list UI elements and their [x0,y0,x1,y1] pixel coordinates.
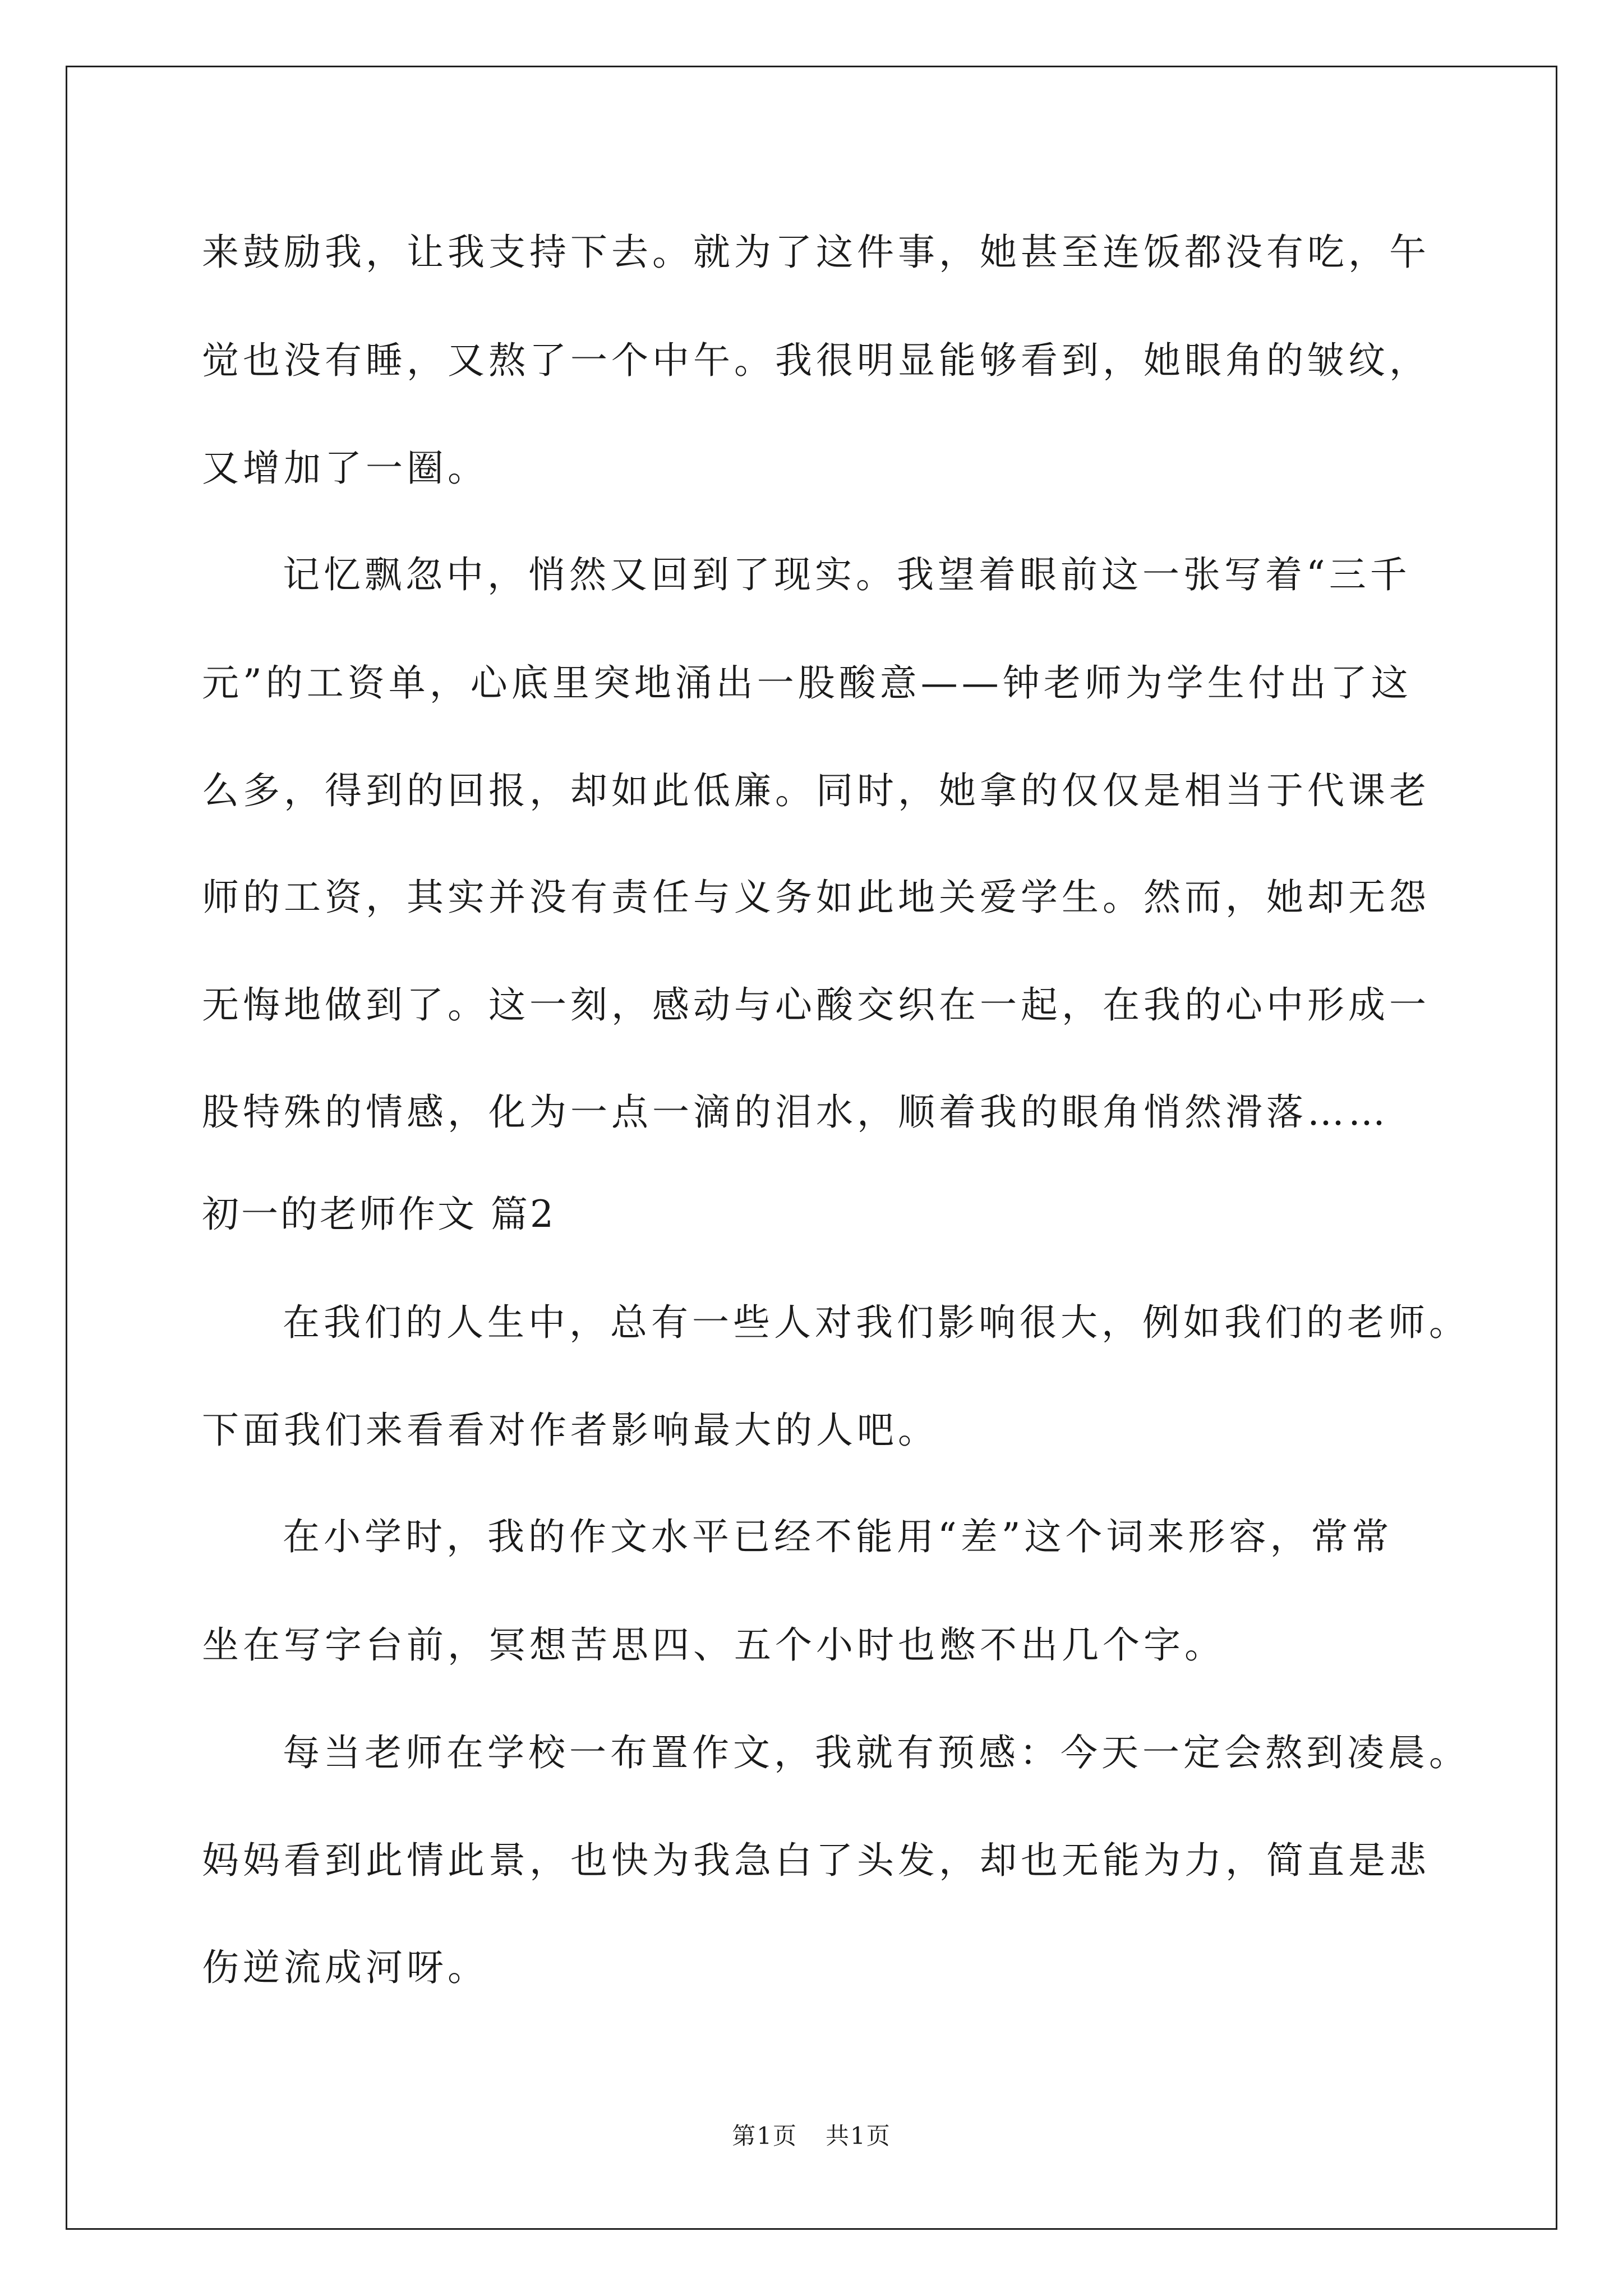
section-heading: 初一的老师作文 篇2 [202,1193,556,1236]
paragraph-first-line: 在我们的人生中，总有一些人对我们影响很大，例如我们的老师。 [283,1301,1470,1344]
text-line: 师的工资，其实并没有责任与义务如此地关爱学生。然而，她却无怨 [202,876,1430,919]
text-line: 元”的工资单，心底里突地涌出一股酸意——钟老师为学生付出了这 [202,661,1412,705]
page-footer [0,2122,1623,2150]
text-line: 坐在写字台前，冥想苦思四、五个小时也憋不出几个字。 [202,1623,1225,1667]
text-line: 又增加了一圈。 [202,447,488,490]
page-number-total: 共1页 [826,2122,891,2150]
text-line: 么多，得到的回报，却如此低廉。同时，她拿的仅仅是相当于代课老 [202,769,1430,812]
paragraph-first-line: 记忆飘忽中，悄然又回到了现实。我望着眼前这一张写着“三千 [283,553,1411,596]
page-border [66,66,1557,2230]
paragraph-first-line: 每当老师在学校一布置作文，我就有预感：今天一定会熬到凌晨。 [283,1731,1470,1774]
page-number-current: 第1页 [732,2122,797,2150]
text-line: 妈妈看到此情此景，也快为我急白了头发，却也无能为力，简直是悲 [202,1839,1430,1882]
text-line: 无悔地做到了。这一刻，感动与心酸交织在一起，在我的心中形成一 [202,983,1430,1027]
paragraph-first-line: 在小学时，我的作文水平已经不能用“差”这个词来形容，常常 [283,1515,1393,1558]
text-line: 觉也没有睡，又熬了一个中午。我很明显能够看到，她眼角的皱纹， [202,339,1430,382]
text-line: 来鼓励我，让我支持下去。就为了这件事，她甚至连饭都没有吃，午 [202,231,1430,274]
text-line: 伤逆流成河呀。 [202,1946,488,1989]
text-line: 下面我们来看看对作者影响最大的人吧。 [202,1409,939,1452]
text-line: 股特殊的情感，化为一点一滴的泪水，顺着我的眼角悄然滑落…… [202,1091,1389,1134]
